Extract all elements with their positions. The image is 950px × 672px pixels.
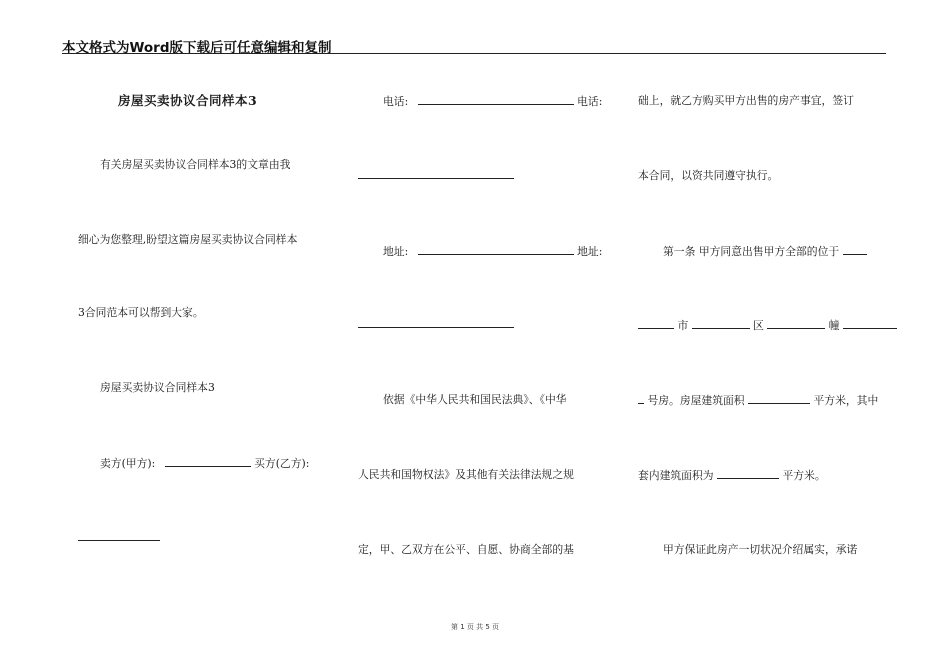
district-blank[interactable]	[692, 318, 750, 329]
article1-line-3	[638, 393, 878, 408]
inner-area-blank[interactable]	[717, 468, 779, 479]
seller-name-blank[interactable]	[165, 456, 251, 467]
room-blank[interactable]	[843, 318, 897, 329]
guarantee-line: 甲方保证此房产一切状况介绍属实，承诺	[663, 543, 858, 556]
room-label: 号房。房屋建筑面积	[647, 394, 745, 407]
city-blank[interactable]	[638, 318, 674, 329]
inner-area-unit-label: 平方米。	[782, 469, 826, 482]
floor-area-blank[interactable]	[748, 393, 810, 404]
basis-line-3: 定，甲、乙双方在公平、自愿、协商全部的基	[358, 543, 574, 556]
address-line	[383, 244, 602, 259]
article1-line-1	[663, 244, 867, 259]
contract-subtitle: 房屋买卖协议合同样本3	[100, 381, 215, 394]
buyer-label: 买方(乙方):	[254, 457, 310, 470]
seller-phone-label: 电话:	[383, 95, 409, 108]
buyer-phone-label: 电话:	[577, 95, 603, 108]
room-number-tail-blank[interactable]	[638, 393, 644, 404]
city-label: 市	[677, 319, 689, 332]
building-blank[interactable]	[767, 318, 825, 329]
basis-line-1: 依据《中华人民共和国民法典》、《中华	[383, 393, 567, 406]
inner-area-label: 套内建筑面积为	[638, 469, 714, 482]
buyer-address-blank[interactable]	[358, 327, 514, 328]
document-banner: 本文格式为Word版下载后可任意编辑和复制	[62, 40, 332, 56]
document-title: 房屋买卖协议合同样本3	[118, 93, 258, 108]
article1-line-2	[638, 318, 897, 333]
area-unit-label: 平方米，其中	[813, 394, 879, 407]
basis-line-5: 本合同，以资共同遵守执行。	[638, 169, 779, 182]
page-indicator: 第 1 页 共 5 页	[450, 623, 500, 631]
intro-line-1: 有关房屋买卖协议合同样本3的文章由我	[100, 158, 291, 171]
basis-line-2: 人民共和国物权法》及其他有关法律法规之规	[358, 468, 574, 481]
buyer-address-label: 地址:	[577, 245, 603, 258]
seller-phone-blank[interactable]	[418, 94, 574, 105]
seller-label: 卖方(甲方):	[100, 457, 156, 470]
article1-text: 第一条 甲方同意出售甲方全部的位于	[663, 245, 840, 258]
header-divider	[62, 53, 886, 54]
building-label: 幢	[828, 319, 840, 332]
article1-line-4	[638, 468, 826, 483]
phone-line	[383, 94, 602, 109]
location-blank[interactable]	[843, 244, 867, 255]
parties-line	[100, 456, 309, 471]
district-label: 区	[753, 319, 764, 332]
seller-address-blank[interactable]	[418, 244, 574, 255]
intro-line-2: 细心为您整理,盼望这篇房屋买卖协议合同样本	[78, 233, 298, 246]
buyer-phone-blank[interactable]	[358, 178, 514, 179]
basis-line-4: 础上，就乙方购买甲方出售的房产事宜，签订	[638, 94, 854, 107]
buyer-name-blank[interactable]	[78, 540, 160, 541]
intro-line-3: 3合同范本可以帮到大家。	[78, 306, 204, 319]
seller-address-label: 地址:	[383, 245, 409, 258]
